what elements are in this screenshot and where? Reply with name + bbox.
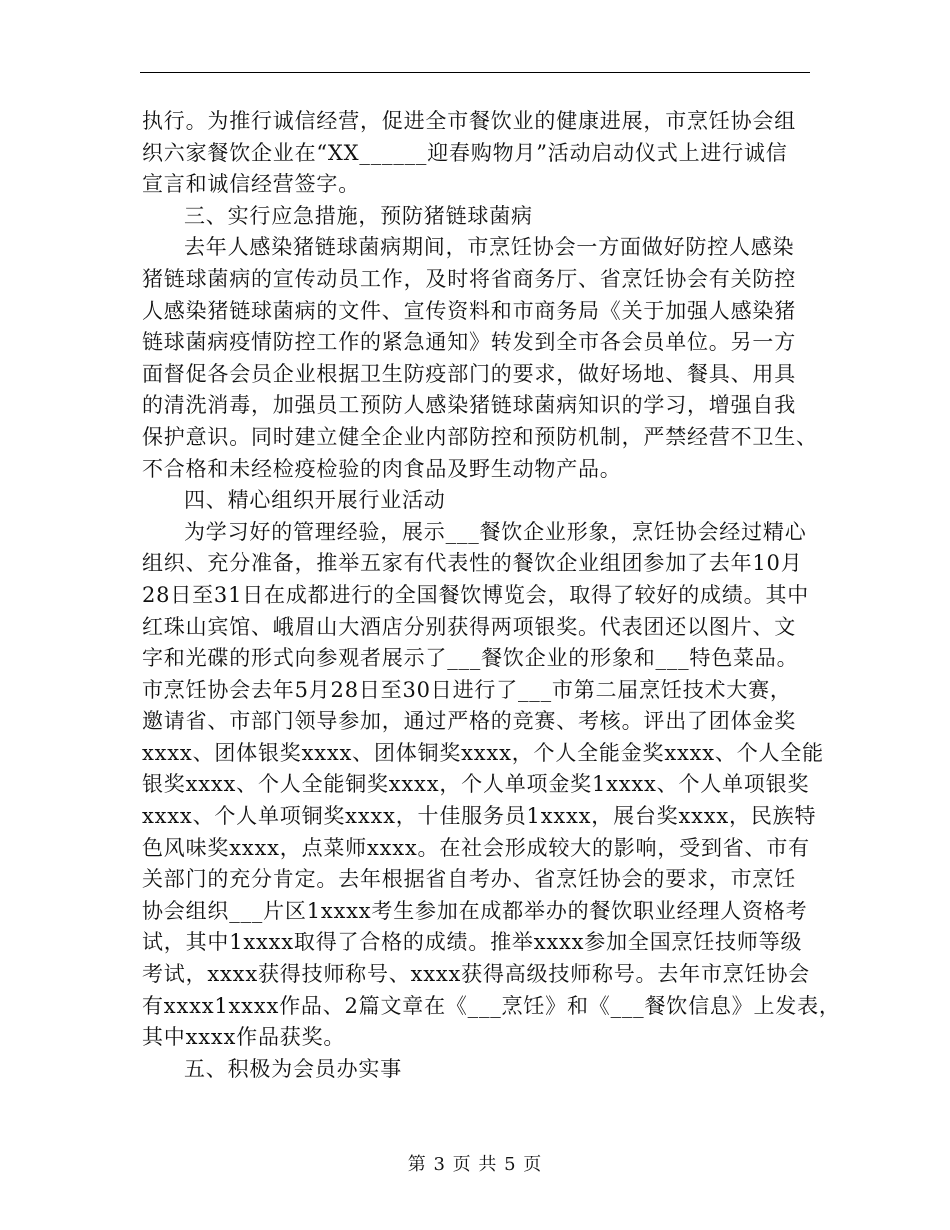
paragraph-start-line: 四、精心组织开展行业活动 bbox=[184, 488, 446, 513]
text-line: 邀请省、市部门领导参加，通过严格的竞赛、考核。评出了团体金奖 bbox=[142, 709, 796, 734]
text-line: 28日至31日在成都进行的全国餐饮博览会，取得了较好的成绩。其中 bbox=[142, 582, 810, 607]
text-line: xxxx、个人单项铜奖xxxx，十佳服务员1xxxx，展台奖xxxx，民族特 bbox=[142, 804, 817, 829]
text-line: 执行。为推行诚信经营，促进全市餐饮业的健康进展，市烹饪协会组 bbox=[142, 109, 796, 133]
text-line: 银奖xxxx、个人全能铜奖xxxx，个人单项金奖1xxxx、个人单项银奖 bbox=[142, 772, 810, 797]
text-line: 其中xxxx作品获奖。 bbox=[142, 1025, 346, 1050]
text-line: 不合格和未经检疫检验的肉食品及野生动物产品。 bbox=[142, 456, 622, 481]
text-line: 试，其中1xxxx取得了合格的成绩。推举xxxx参加全国烹饪技师等级 bbox=[142, 930, 803, 955]
text-line: 人感染猪链球菌病的文件、宣传资料和市商务局《关于加强人感染猪 bbox=[142, 298, 796, 323]
text-line: 红珠山宾馆、峨眉山大酒店分别获得两项银奖。代表团还以图片、文 bbox=[142, 614, 796, 639]
paragraph-start-line: 三、实行应急措施，预防猪链球菌病 bbox=[184, 203, 533, 228]
text-line: 协会组织___片区1xxxx考生参加在成都举办的餐饮职业经理人资格考 bbox=[142, 898, 808, 923]
text-line: 字和光碟的形式向参观者展示了___餐饮企业的形象和___特色菜品。 bbox=[142, 646, 799, 671]
text-line: 的清洗消毒，加强员工预防人感染猪链球菌病知识的学习，增强自我 bbox=[142, 393, 796, 418]
paragraph-start-line: 为学习好的管理经验，展示___餐饮企业形象，烹饪协会经过精心 bbox=[184, 519, 807, 544]
text-line: 面督促各会员企业根据卫生防疫部门的要求，做好场地、餐具、用具 bbox=[142, 361, 796, 386]
text-line: 关部门的充分肯定。去年根据省自考办、省烹饪协会的要求，市烹饪 bbox=[142, 867, 796, 892]
document-body bbox=[142, 106, 841, 1085]
text-line: 猪链球菌病的宣传动员工作，及时将省商务厅、省烹饪协会有关防控 bbox=[142, 266, 796, 291]
text-line: 链球菌病疫情防控工作的紧急通知》转发到全市各会员单位。另一方 bbox=[142, 330, 796, 355]
text-line: 色风味奖xxxx，点菜师xxxx。在社会形成较大的影响，受到省、市有 bbox=[142, 835, 810, 860]
paragraph-start-line: 去年人感染猪链球菌病期间，市烹饪协会一方面做好防控人感染 bbox=[184, 235, 795, 260]
page-number: 第 3 页 共 5 页 bbox=[407, 1154, 543, 1175]
text-line: 考试，xxxx获得技师称号、xxxx获得高级技师称号。去年市烹饪协会 bbox=[142, 962, 810, 987]
text-line: 组织、充分准备，推举五家有代表性的餐饮企业组团参加了去年10月 bbox=[142, 551, 803, 576]
text-line: 织六家餐饮企业在“XX______迎春购物月”活动启动仪式上进行诚信 bbox=[142, 140, 788, 165]
paragraph-start-line: 五、积极为会员办实事 bbox=[184, 1056, 402, 1081]
text-line: 宣言和诚信经营签字。 bbox=[142, 172, 360, 197]
text-line: 市烹饪协会去年5月28日至30日进行了___市第二届烹饪技术大赛， bbox=[142, 677, 792, 702]
text-line: 有xxxx1xxxx作品、2篇文章在《___烹饪》和《___餐饮信息》上发表， bbox=[142, 993, 841, 1018]
text-line: xxxx、团体银奖xxxx、团体铜奖xxxx，个人全能金奖xxxx、个人全能 bbox=[142, 740, 824, 765]
header-rule bbox=[140, 72, 810, 73]
text-line: 保护意识。同时建立健全企业内部防控和预防机制，严禁经营不卫生、 bbox=[142, 424, 818, 449]
